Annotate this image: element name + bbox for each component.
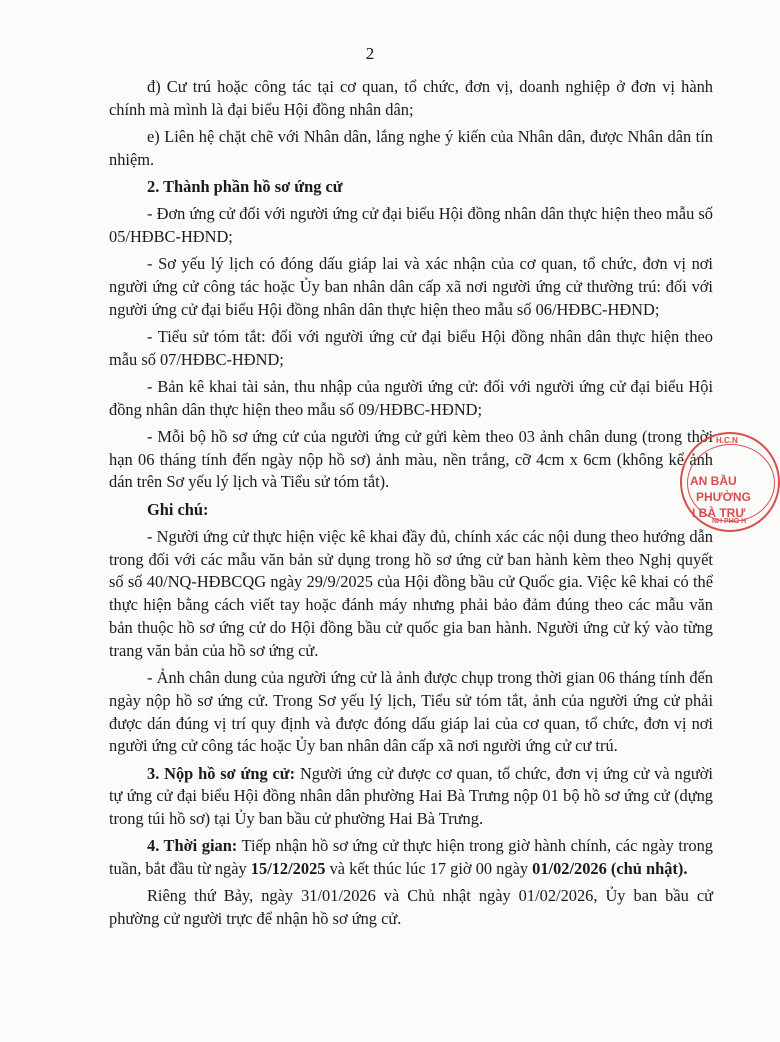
section-2-heading: 2. Thành phần hồ sơ ứng cử bbox=[147, 176, 343, 196]
seal-text-line-3: I BÀ TRƯ bbox=[692, 506, 746, 520]
list-item-photos: - Mỗi bộ hồ sơ ứng cử của người ứng cử gửi kèm theo 03 ảnh chân dung (trong thời hạn 06 tháng tính đến ngày nộp hồ sơ) ảnh màu, nền trắng, cỡ 4cm x 6cm (không kể ảnh dán trên Sơ yếu lý lịch và Tiểu sử tóm tắt). bbox=[109, 426, 713, 492]
document-body bbox=[109, 76, 713, 935]
section-3-text: Người ứng cử được cơ quan, tổ chức, đơn vị ứng cử và người tự ứng cử đại biểu Hội đồng nhân dân phường Hai Bà Trưng nộp 01 bộ hồ sơ ứng cử (dựng trong túi hồ sơ) tại Ủy ban bầu cử phường Hai Bà Trưng. bbox=[109, 763, 713, 829]
seal-text-top: H.C.N bbox=[716, 436, 738, 445]
section-4-paragraph bbox=[109, 835, 713, 881]
official-seal bbox=[680, 432, 780, 532]
list-item-application-form: - Đơn ứng cử đối với người ứng cử đại biểu Hội đồng nhân dân thực hiện theo mẫu số 05/HĐBC-HĐND; bbox=[109, 204, 713, 246]
list-item-biography: - Tiểu sử tóm tắt: đối với người ứng cử đại biểu Hội đồng nhân dân thực hiện theo mẫu số 07/HĐBC-HĐND; bbox=[109, 326, 713, 369]
paragraph-criterion-e: e) Liên hệ chặt chẽ với Nhân dân, lắng nghe ý kiến của Nhân dân, được Nhân dân tín nhiệm. bbox=[109, 126, 713, 169]
section-4-text-start: Tiếp nhận hồ sơ ứng cử thực hiện trong giờ hành chính, các ngày trong tuần, bắt đầu từ ngày bbox=[109, 836, 713, 879]
section-3-paragraph bbox=[109, 763, 713, 831]
paragraph-criterion-d: đ) Cư trú hoặc công tác tại cơ quan, tổ chức, đơn vị, doanh nghiệp ở đơn vị hành chính mà mình là đại biểu Hội đồng nhân dân; bbox=[109, 77, 713, 119]
list-item-asset-declaration: - Bản kê khai tài sản, thu nhập của người ứng cử: đối với người ứng cử đại biểu Hội đồng nhân dân thực hiện theo mẫu số 09/HĐBC-HĐND; bbox=[109, 376, 713, 419]
list-item-resume: - Sơ yếu lý lịch có đóng dấu giáp lai và xác nhận của cơ quan, tổ chức, đơn vị nơi người ứng cử công tác hoặc Ủy ban nhân dân cấp xã nơi người ứng cử thường trú: đối với người ứng cử đại biểu Hội đồng nhân dân thực hiện theo mẫu số 06/HĐBC-HĐND; bbox=[109, 254, 713, 319]
section-4-label: 4. Thời gian: bbox=[147, 836, 238, 856]
paragraph-weekend-duty: Riêng thứ Bảy, ngày 31/01/2026 và Chủ nhật ngày 01/02/2026, Ủy ban bầu cử phường cử người trực để nhận hồ sơ ứng cử. bbox=[109, 886, 713, 929]
section-3-label: 3. Nộp hồ sơ ứng cử: bbox=[147, 763, 296, 783]
end-date: 01/02/2026 (chủ nhật). bbox=[532, 859, 688, 879]
section-4-text-middle: và kết thúc lúc 17 giờ 00 ngày bbox=[325, 859, 533, 879]
note-paragraph-portrait: - Ảnh chân dung của người ứng cử là ảnh được chụp trong thời gian 06 tháng tính đến ngày nộp hồ sơ ứng cử. Trong Sơ yếu lý lịch, Tiểu sử tóm tắt, ảnh của người ứng cử phải được dán đúng vị trí quy định và được đóng dấu giáp lai của cơ quan, tổ chức, đơn vị nơi người ứng cử công tác hoặc Ủy ban nhân dân cấp xã nơi người ứng cử cư trú. bbox=[109, 668, 713, 756]
seal-text-line-1: AN BẦU bbox=[690, 474, 737, 488]
seal-text-bottom: NH PHỐ H bbox=[712, 518, 747, 525]
page-number: 2 bbox=[365, 44, 375, 63]
seal-text-line-2: PHƯỜNG bbox=[696, 490, 751, 504]
start-date: 15/12/2025 bbox=[250, 859, 326, 879]
note-heading: Ghi chú: bbox=[147, 499, 209, 519]
note-paragraph-declaration: - Người ứng cử thực hiện việc kê khai đầy đủ, chính xác các nội dung theo hướng dẫn trong đối với các mẫu văn bản sử dụng trong hồ sơ ứng cử ban hành kèm theo Nghị quyết số số 40/NQ-HĐBCQG ngày 29/9/2025 của Hội đồng bầu cử Quốc gia. Việc kê khai có thể thực hiện bằng cách viết tay hoặc đánh máy nhưng phải bảo đảm đúng theo các mẫu văn bản thuộc hồ sơ ứng cử do Hội đồng bầu cử quốc gia ban hành. Người ứng cử ký vào từng trang văn bản của hồ sơ ứng cử. bbox=[109, 526, 713, 660]
